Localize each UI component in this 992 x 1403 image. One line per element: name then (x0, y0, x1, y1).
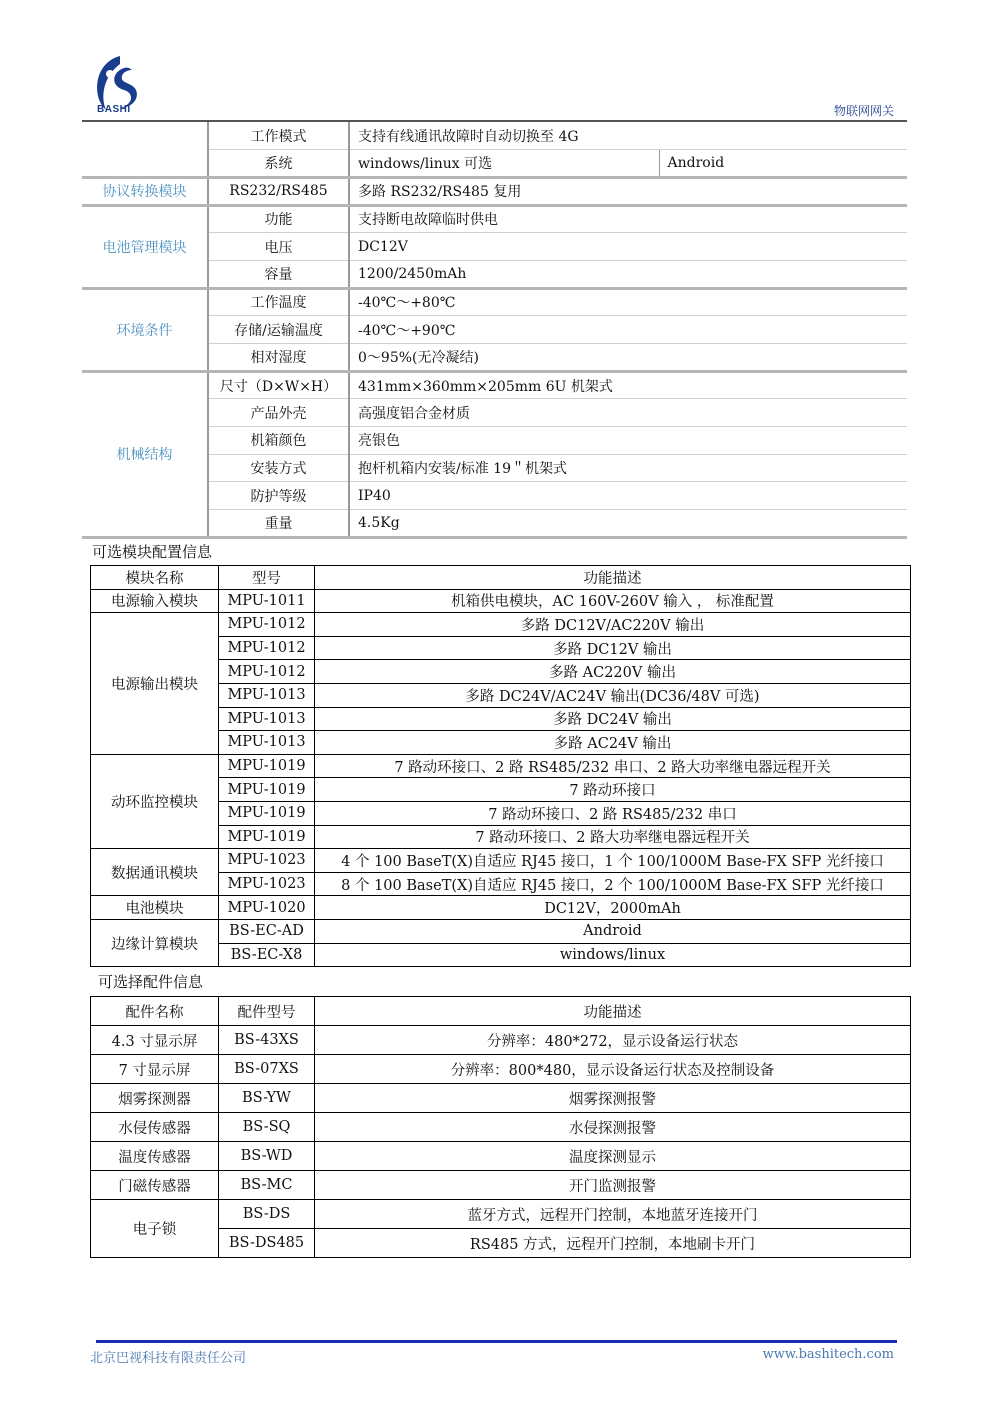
spec-value: 亮银色 (349, 427, 907, 455)
spec-value: -40℃～+90℃ (349, 316, 907, 344)
spec-label: 重量 (208, 510, 349, 538)
header-category: 物联网网关 (833, 104, 894, 118)
module-model: MPU-1013 (219, 731, 315, 755)
module-desc: 多路 AC220V 输出 (315, 660, 911, 684)
accessory-desc: 烟雾探测报警 (315, 1084, 911, 1113)
module-name: 边缘计算模块 (91, 919, 219, 966)
accessory-model: BS-WD (219, 1142, 315, 1171)
footer-divider (96, 1340, 897, 1343)
module-name: 电源输入模块 (91, 589, 219, 613)
module-model: BS-EC-X8 (219, 943, 315, 967)
spec-label: 存储/运输温度 (208, 316, 349, 344)
logo-text: BASHI (97, 104, 131, 115)
accessory-desc: 分辨率：800*480，显示设备运行状态及控制设备 (315, 1055, 911, 1084)
accessory-model: BS-SQ (219, 1113, 315, 1142)
accessory-desc: 开门监测报警 (315, 1171, 911, 1200)
module-model: MPU-1013 (219, 707, 315, 731)
accessory-model: BS-DS485 (219, 1229, 315, 1258)
accessory-desc: RS485 方式，远程开门控制，本地刷卡开门 (315, 1229, 911, 1258)
spec-value: 431mm×360mm×205mm 6U 机架式 (349, 371, 907, 399)
accessory-model: BS-07XS (219, 1055, 315, 1084)
module-name: 电池模块 (91, 896, 219, 920)
module-desc: 多路 DC24V 输出 (315, 707, 911, 731)
module-model: MPU-1012 (219, 613, 315, 637)
spec-value: 1200/2450mAh (349, 260, 907, 288)
modules-header-name: 模块名称 (91, 566, 219, 590)
accessory-model: BS-43XS (219, 1026, 315, 1055)
spec-label: 产品外壳 (208, 399, 349, 427)
accessory-name: 烟雾探测器 (91, 1084, 219, 1113)
modules-table (90, 565, 911, 967)
module-desc: 7 路动环接口、2 路大功率继电器远程开关 (315, 825, 911, 849)
module-desc: DC12V，2000mAh (315, 896, 911, 920)
spec-value: IP40 (349, 482, 907, 510)
spec-label: 尺寸（D×W×H） (208, 371, 349, 399)
spec-category: 机械结构 (82, 371, 208, 537)
spec-label: 防护等级 (208, 482, 349, 510)
spec-category: 电池管理模块 (82, 205, 208, 288)
spec-label: 工作模式 (208, 122, 349, 150)
module-model: MPU-1019 (219, 778, 315, 802)
module-desc: 多路 DC24V/AC24V 输出(DC36/48V 可选) (315, 683, 911, 707)
spec-label: 相对湿度 (208, 344, 349, 372)
module-model: MPU-1023 (219, 849, 315, 873)
module-desc: 多路 DC12V/AC220V 输出 (315, 613, 911, 637)
spec-label: 电压 (208, 233, 349, 261)
module-name: 动环监控模块 (91, 754, 219, 848)
spec-label: 工作温度 (208, 288, 349, 316)
spec-label: 机箱颜色 (208, 427, 349, 455)
module-desc: 7 路动环接口 (315, 778, 911, 802)
footer-website[interactable]: www.bashitech.com (762, 1347, 894, 1362)
spec-value: DC12V (349, 233, 907, 261)
module-desc: 多路 DC12V 输出 (315, 636, 911, 660)
footer-company: 北京巴视科技有限责任公司 (90, 1351, 247, 1366)
accessory-name: 4.3 寸显示屏 (91, 1026, 219, 1055)
spec-value: -40℃～+80℃ (349, 288, 907, 316)
spec-label: 容量 (208, 260, 349, 288)
module-desc: 多路 AC24V 输出 (315, 731, 911, 755)
module-model: MPU-1013 (219, 683, 315, 707)
accessory-desc: 水侵探测报警 (315, 1113, 911, 1142)
module-desc: 8 个 100 BaseT(X)自适应 RJ45 接口，2 个 100/1000M Base-FX SFP 光纤接口 (315, 872, 911, 896)
spec-category: 协议转换模块 (82, 177, 208, 205)
module-model: MPU-1019 (219, 754, 315, 778)
module-model: MPU-1019 (219, 801, 315, 825)
accessory-name: 门磁传感器 (91, 1171, 219, 1200)
accessory-name: 7 寸显示屏 (91, 1055, 219, 1084)
module-desc: 7 路动环接口、2 路 RS485/232 串口 (315, 801, 911, 825)
module-desc: 4 个 100 BaseT(X)自适应 RJ45 接口，1 个 100/1000M Base-FX SFP 光纤接口 (315, 849, 911, 873)
modules-header-desc: 功能描述 (315, 566, 911, 590)
module-model: MPU-1020 (219, 896, 315, 920)
accessory-model: BS-DS (219, 1200, 315, 1229)
module-desc: 7 路动环接口、2 路 RS485/232 串口、2 路大功率继电器远程开关 (315, 754, 911, 778)
module-name: 数据通讯模块 (91, 849, 219, 896)
accessory-name: 电子锁 (91, 1200, 219, 1258)
spec-value: 4.5Kg (349, 510, 907, 538)
spec-value: 支持断电故障临时供电 (349, 205, 907, 233)
modules-section-title: 可选模块配置信息 (92, 543, 213, 561)
module-model: MPU-1012 (219, 636, 315, 660)
spec-value: 支持有线通讯故障时自动切换至 4G (349, 122, 907, 150)
module-model: MPU-1023 (219, 872, 315, 896)
accessory-name: 水侵传感器 (91, 1113, 219, 1142)
spec-value: windows/linux 可选 (349, 150, 659, 178)
accessory-desc: 蓝牙方式，远程开门控制，本地蓝牙连接开门 (315, 1200, 911, 1229)
module-model: MPU-1019 (219, 825, 315, 849)
spec-value: 高强度铝合金材质 (349, 399, 907, 427)
spec-label: 功能 (208, 205, 349, 233)
spec-table (82, 122, 907, 539)
module-desc: Android (315, 919, 911, 943)
spec-value-alt: Android (659, 150, 907, 178)
spec-value: 0～95%(无冷凝结) (349, 344, 907, 372)
accessory-model: BS-YW (219, 1084, 315, 1113)
spec-label: RS232/RS485 (208, 177, 349, 205)
module-model: BS-EC-AD (219, 919, 315, 943)
accessories-header-name: 配件名称 (91, 997, 219, 1026)
module-model: MPU-1012 (219, 660, 315, 684)
accessories-section-title: 可选择配件信息 (98, 973, 204, 991)
spec-category-cell (82, 122, 208, 177)
accessories-header-desc: 功能描述 (315, 997, 911, 1026)
accessory-model: BS-MC (219, 1171, 315, 1200)
accessory-name: 温度传感器 (91, 1142, 219, 1171)
module-desc: 机箱供电模块，AC 160V-260V 输入 ， 标准配置 (315, 589, 911, 613)
spec-label: 系统 (208, 150, 349, 178)
module-desc: windows/linux (315, 943, 911, 967)
accessories-header-model: 配件型号 (219, 997, 315, 1026)
module-name: 电源输出模块 (91, 613, 219, 755)
spec-category: 环境条件 (82, 288, 208, 371)
spec-value: 抱杆机箱内安装/标准 19＂机架式 (349, 454, 907, 482)
accessory-desc: 温度探测显示 (315, 1142, 911, 1171)
modules-header-model: 型号 (219, 566, 315, 590)
accessory-desc: 分辨率：480*272，显示设备运行状态 (315, 1026, 911, 1055)
spec-value: 多路 RS232/RS485 复用 (349, 177, 907, 205)
module-model: MPU-1011 (219, 589, 315, 613)
accessories-table (90, 996, 911, 1258)
spec-label: 安装方式 (208, 454, 349, 482)
